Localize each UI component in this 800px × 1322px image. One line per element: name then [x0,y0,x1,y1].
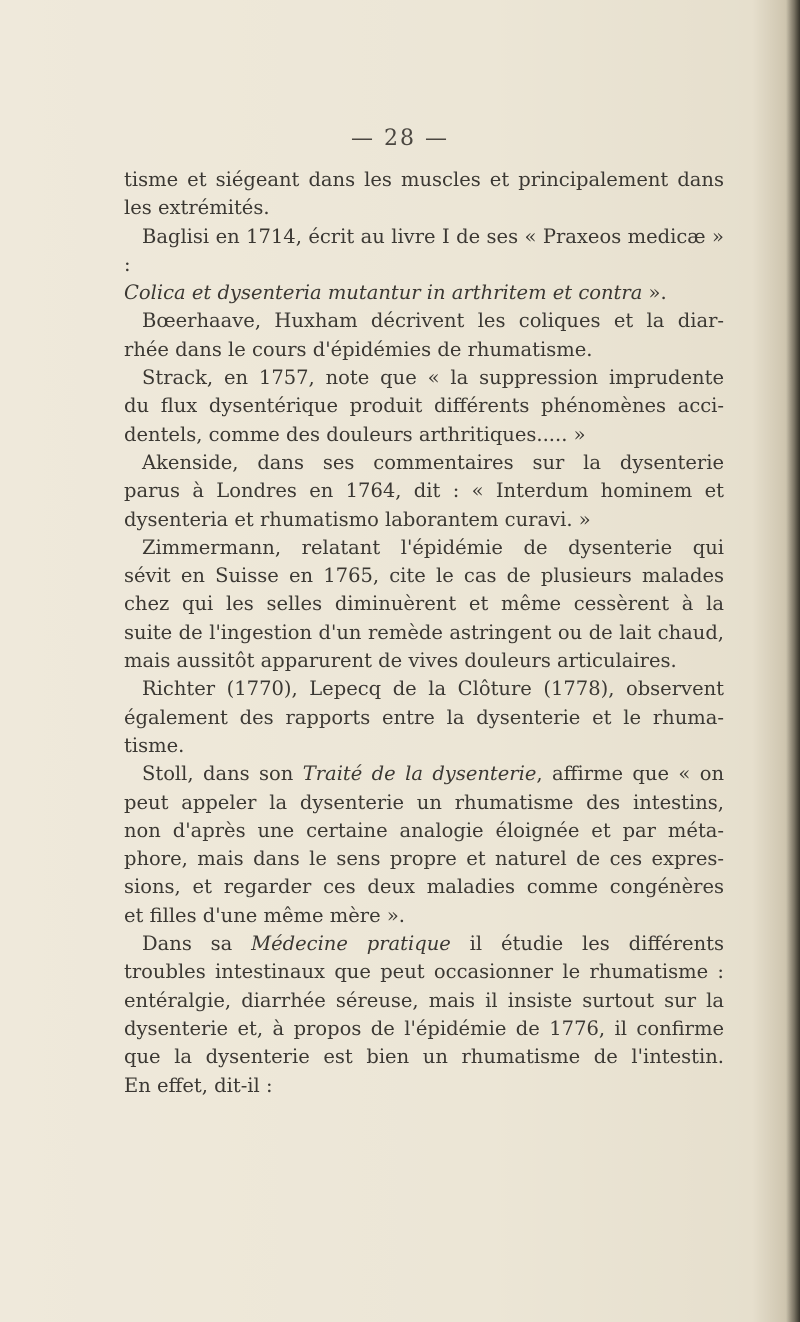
text-run: Dans sa [142,932,252,956]
text-run: Bœerhaave, Huxham décrivent les coliques et la diar- [142,309,724,333]
text-line [124,873,724,901]
text-line [124,279,724,307]
text-run: non d'après une certaine analogie éloignée et par méta- [124,818,724,842]
text-run: sions, et regarder ces deux maladies comme congénères [124,875,724,899]
text-line [124,307,724,335]
text-run: du flux dysentérique produit différents phénomènes acci- [124,394,724,418]
page-number: — 28 — [351,126,449,151]
text-line [124,704,724,732]
text-line [124,506,724,534]
text-run: Akenside, dans ses commentaires sur la dysenterie [142,450,724,474]
text-line [124,194,724,222]
text-run: chez qui les selles diminuèrent et même cessèrent à la [124,592,724,616]
text-run: tisme et siégeant dans les muscles et principalement dans [124,168,724,191]
text-line [124,166,724,194]
italic-text: Médecine pratique [251,932,451,956]
text-run: dysenteria et rhumatismo laborantem curavi. » [124,507,591,531]
text-line [124,1072,724,1100]
text-line [124,364,724,392]
text-line [124,477,724,505]
text-line [124,1015,724,1043]
text-run: troubles intestinaux que peut occasionner le rhumatisme : [124,960,724,984]
text-run: Zimmermann, relatant l'épidémie de dysenterie qui [142,535,724,559]
text-line [124,675,724,703]
text-line [124,789,724,817]
text-run: Stoll, dans son [142,762,303,786]
text-run: suite de l'ingestion d'un remède astringent ou de lait chaud, [124,620,724,644]
text-run: les extrémités. [124,196,270,220]
text-line [124,590,724,618]
text-line [124,930,724,958]
text-run: également des rapports entre la dysenterie et le rhuma- [124,705,724,729]
text-run: dysenterie et, à propos de l'épidémie de 1776, il confirme [124,1016,724,1040]
text-run: mais aussitôt apparurent de vives douleurs articulaires. [124,649,677,673]
text-run: , affirme que « on [536,762,724,786]
text-line [124,223,724,280]
text-line [124,449,724,477]
text-run: rhée dans le cours d'épidémies de rhumatisme. [124,337,593,361]
text-line [124,987,724,1015]
page-edge-shadow [786,0,800,1322]
text-run: phore, mais dans le sens propre et naturel de ces expres- [124,847,724,871]
body-text [124,166,724,1100]
text-run: parus à Londres en 1764, dit : « Interdum hominem et [124,479,724,503]
text-run: et filles d'une même mère ». [124,903,405,927]
text-run: Baglisi en 1714, écrit au livre I de ses « Praxeos medicæ » : [124,224,724,276]
text-run: que la dysenterie est bien un rhumatisme de l'intestin. [124,1045,724,1069]
text-run: entéralgie, diarrhée séreuse, mais il insiste surtout sur la [124,988,724,1012]
text-line [124,902,724,930]
italic-text: Colica et dysenteria mutantur in arthritem et contra [124,281,643,305]
text-run: Richter (1770), Lepecq de la Clôture (1778), observent [142,677,724,701]
text-line [124,817,724,845]
text-line [124,392,724,420]
text-line [124,562,724,590]
text-line [124,647,724,675]
text-run: ». [642,281,667,305]
text-line [124,732,724,760]
text-line [124,421,724,449]
italic-text: Traité de la dysenterie [302,762,537,786]
text-line [124,760,724,788]
text-line [124,845,724,873]
text-line [124,958,724,986]
text-run: En effet, dit-il : [124,1073,273,1097]
text-run: sévit en Suisse en 1765, cite le cas de plusieurs malades [124,564,724,588]
text-run: peut appeler la dysenterie un rhumatisme des intestins, [124,790,724,814]
text-run: il étudie les différents [450,932,724,956]
text-line [124,1043,724,1071]
text-line [124,336,724,364]
text-run: tisme. [124,733,185,757]
text-run: dentels, comme des douleurs arthritiques..... » [124,422,586,446]
text-run: Strack, en 1757, note que « la suppression imprudente [142,366,724,390]
text-line [124,534,724,562]
text-line [124,619,724,647]
